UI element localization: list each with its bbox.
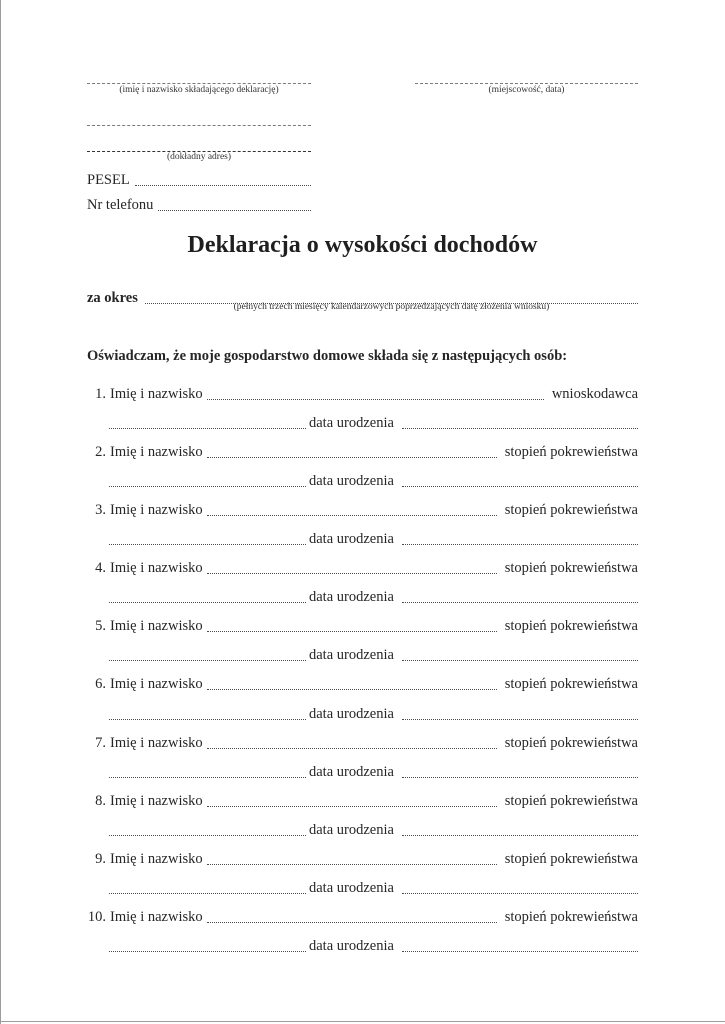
- member-name-field: [207, 399, 544, 400]
- member-number: 7.: [95, 734, 106, 751]
- member-birth-date-label: data urodzenia: [309, 531, 394, 548]
- member-birth-line: [109, 583, 638, 612]
- member-birth-date-label: data urodzenia: [309, 705, 394, 722]
- member-name-line: [87, 496, 638, 525]
- member-name-line: [87, 729, 638, 758]
- member-birth-date-label: data urodzenia: [309, 472, 394, 489]
- member-extra-field: [109, 602, 306, 603]
- member-name-label: Imię i nazwisko: [110, 560, 203, 577]
- household-member: [0, 845, 725, 903]
- member-name-field: [207, 631, 497, 632]
- member-relation-label: stopień pokrewieństwa: [504, 909, 638, 926]
- member-extra-field: [109, 893, 306, 894]
- member-birth-date-field: [402, 428, 638, 429]
- member-relation-label: stopień pokrewieństwa: [504, 443, 638, 460]
- member-number: 2.: [95, 443, 106, 460]
- member-name-label: Imię i nazwisko: [110, 909, 203, 926]
- place-date-caption: (miejscowość, data): [488, 85, 565, 95]
- member-name-line: [87, 554, 638, 583]
- member-extra-field: [109, 719, 306, 720]
- member-name-label: Imię i nazwisko: [110, 443, 203, 460]
- member-birth-line: [109, 874, 638, 903]
- member-name-field: [207, 573, 497, 574]
- member-birth-date-label: data urodzenia: [309, 763, 394, 780]
- member-name-line: [87, 903, 638, 932]
- declarant-name-caption: (imię i nazwisko składającego deklarację): [119, 85, 279, 95]
- pesel-label: PESEL: [87, 172, 130, 188]
- member-name-field: [207, 457, 497, 458]
- address-field-line-1: [87, 125, 311, 126]
- member-name-line: [87, 612, 638, 641]
- member-number: 5.: [95, 618, 106, 635]
- place-date-field: [415, 83, 638, 84]
- member-relation-label: stopień pokrewieństwa: [504, 851, 638, 868]
- household-member: [0, 496, 725, 554]
- household-member: [0, 380, 725, 438]
- phone-row: [87, 196, 311, 214]
- declarant-name-field: [87, 83, 311, 84]
- member-name-label: Imię i nazwisko: [110, 385, 203, 402]
- phone-label: Nr telefonu: [87, 197, 154, 213]
- member-name-label: Imię i nazwisko: [110, 676, 203, 693]
- member-birth-date-field: [402, 951, 638, 952]
- member-birth-line: [109, 409, 638, 438]
- member-birth-date-field: [402, 835, 638, 836]
- member-name-field: [207, 922, 497, 923]
- member-name-field: [207, 515, 497, 516]
- member-extra-field: [109, 835, 306, 836]
- member-birth-line: [109, 641, 638, 670]
- member-name-label: Imię i nazwisko: [110, 501, 203, 518]
- member-birth-date-field: [402, 893, 638, 894]
- member-name-field: [207, 748, 497, 749]
- household-members-list: [0, 380, 725, 962]
- member-birth-date-field: [402, 544, 638, 545]
- household-member: [0, 554, 725, 612]
- member-birth-date-label: data urodzenia: [309, 647, 394, 664]
- member-name-line: [87, 438, 638, 467]
- member-birth-date-label: data urodzenia: [309, 414, 394, 431]
- member-extra-field: [109, 951, 306, 952]
- member-number: 10.: [87, 909, 106, 926]
- member-birth-date-field: [402, 660, 638, 661]
- page-title: Deklaracja o wysokości dochodów: [187, 232, 538, 258]
- member-name-line: [87, 845, 638, 874]
- member-name-field: [207, 689, 497, 690]
- member-birth-line: [109, 758, 638, 787]
- member-name-line: [87, 670, 638, 699]
- member-name-field: [207, 806, 497, 807]
- period-label: za okres: [87, 290, 138, 306]
- member-extra-field: [109, 777, 306, 778]
- member-relation-label: stopień pokrewieństwa: [504, 560, 638, 577]
- member-extra-field: [109, 428, 306, 429]
- household-member: [0, 612, 725, 670]
- member-name-field: [207, 864, 497, 865]
- member-relation-label: stopień pokrewieństwa: [504, 618, 638, 635]
- member-name-label: Imię i nazwisko: [110, 792, 203, 809]
- member-number: 8.: [95, 792, 106, 809]
- member-birth-line: [109, 816, 638, 845]
- member-name-label: Imię i nazwisko: [110, 851, 203, 868]
- household-member: [0, 787, 725, 845]
- member-birth-line: [109, 700, 638, 729]
- pesel-field: [135, 185, 311, 186]
- member-extra-field: [109, 660, 306, 661]
- member-name-line: [87, 380, 638, 409]
- member-birth-line: [109, 467, 638, 496]
- member-birth-date-label: data urodzenia: [309, 821, 394, 838]
- member-number: 1.: [95, 385, 106, 402]
- member-name-label: Imię i nazwisko: [110, 618, 203, 635]
- member-birth-date-label: data urodzenia: [309, 880, 394, 897]
- member-relation-label: stopień pokrewieństwa: [504, 501, 638, 518]
- member-number: 3.: [95, 501, 106, 518]
- member-birth-date-label: data urodzenia: [309, 938, 394, 955]
- member-birth-date-field: [402, 719, 638, 720]
- address-caption: (dokładny adres): [166, 151, 232, 162]
- member-number: 6.: [95, 676, 106, 693]
- member-number: 9.: [95, 851, 106, 868]
- member-birth-date-label: data urodzenia: [309, 589, 394, 606]
- member-relation-label: stopień pokrewieństwa: [504, 676, 638, 693]
- member-name-label: Imię i nazwisko: [110, 734, 203, 751]
- member-name-line: [87, 787, 638, 816]
- household-member: [0, 438, 725, 496]
- member-number: 4.: [95, 560, 106, 577]
- member-relation-label: stopień pokrewieństwa: [504, 734, 638, 751]
- member-extra-field: [109, 544, 306, 545]
- member-extra-field: [109, 486, 306, 487]
- member-relation-label: stopień pokrewieństwa: [504, 792, 638, 809]
- household-statement: Oświadczam, że moje gospodarstwo domowe składa się z następujących osób:: [87, 348, 568, 364]
- household-member: [0, 670, 725, 728]
- member-birth-date-field: [402, 486, 638, 487]
- member-birth-line: [109, 525, 638, 554]
- member-birth-date-field: [402, 777, 638, 778]
- phone-field: [158, 210, 311, 211]
- household-member: [0, 903, 725, 961]
- pesel-row: [87, 171, 311, 189]
- member-birth-date-field: [402, 602, 638, 603]
- household-member: [0, 729, 725, 787]
- member-birth-line: [109, 932, 638, 961]
- page-edge-bottom: [0, 1021, 725, 1022]
- period-caption: (pełnych trzech miesięcy kalendarzowych poprzedzających datę złożenia wniosku): [233, 302, 550, 312]
- member-relation-label: wnioskodawca: [551, 385, 638, 402]
